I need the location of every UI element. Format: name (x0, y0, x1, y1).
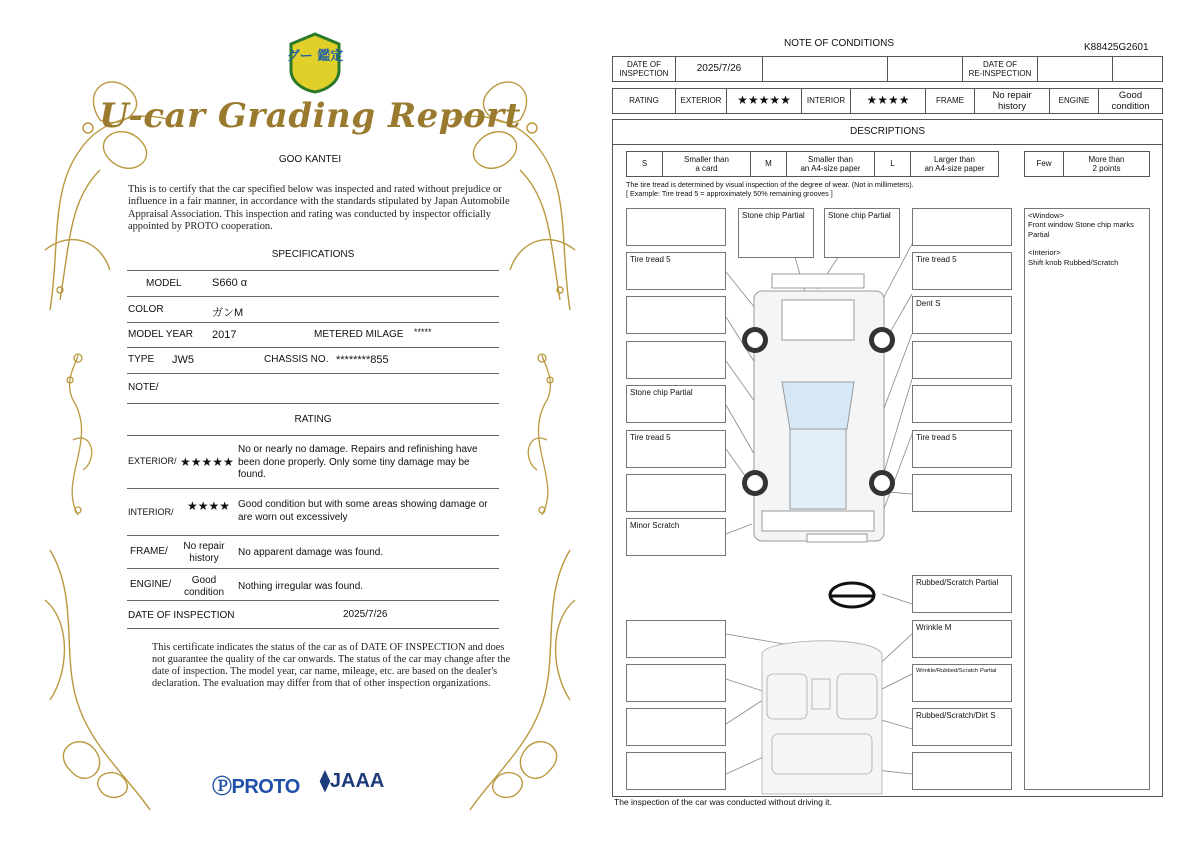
annotation-box (626, 296, 726, 334)
model-label: MODEL (146, 278, 182, 289)
certificate-subtitle: GOO KANTEI (278, 154, 342, 165)
chassis-label: CHASSIS NO. (264, 354, 329, 365)
remarks-box (1024, 208, 1150, 790)
divider (127, 347, 499, 348)
certificate-footer: This certificate indicates the status of the car as of DATE OF INSPECTION and does not guarantee the quality of the car onwards. The status of the car may change after the date of inspection. The model year, car name, mileage, etc. are based on the dealer's declaration. The evaluation may differ from that of other inspection organizations. (152, 642, 511, 690)
annotation-box: Tire tread 5 (912, 430, 1012, 468)
jaaa-mark-icon: ⧫ (320, 770, 330, 792)
frame-value (178, 541, 230, 564)
legend-l-desc-2: an A4-size paper (924, 164, 985, 173)
date-of-inspection-value: 2025/7/26 (675, 56, 763, 82)
engine-value-2: condition (1111, 101, 1150, 112)
annotation-box: Wrinkle M (912, 620, 1012, 658)
divider (127, 270, 499, 271)
frame-value-line2: history (189, 552, 219, 564)
annotation-box (912, 385, 1012, 423)
exterior-stars: ★★★★★ (726, 88, 802, 114)
doi-label-1: DATE OF (626, 59, 662, 69)
legend-s: S (626, 151, 663, 177)
annotation-box: Minor Scratch (626, 518, 726, 556)
engine-label: ENGINE/ (130, 579, 172, 590)
engine-value-line1: Good (191, 575, 217, 586)
legend-s-desc-1: Smaller than (684, 154, 729, 164)
legend-m: M (750, 151, 787, 177)
remarks-interior-text: Shift knob Rubbed/Scratch (1028, 257, 1119, 267)
remarks-interior-heading: <Interior> (1028, 248, 1061, 258)
tread-note-2: [ Example: Tire tread 5 = approximately 50% remaining grooves ] (626, 189, 833, 198)
model-year-label: MODEL YEAR (128, 329, 194, 340)
divider (127, 373, 499, 374)
car-interior-icon (762, 641, 882, 794)
annotation-box: Wrinkle/Rubbed/Scratch Partial (912, 664, 1012, 702)
annotation-box (912, 474, 1012, 512)
divider (127, 568, 499, 569)
date-of-inspection-value: 2025/7/26 (343, 609, 388, 620)
type-label: TYPE (128, 354, 155, 365)
proto-mark-icon: Ⓟ (212, 776, 232, 798)
exterior-stars: ★★★★★ (180, 455, 234, 469)
engine-label: ENGINE (1049, 88, 1099, 114)
divider (127, 488, 499, 489)
annotation-box (626, 620, 726, 658)
annotation-box (626, 664, 726, 702)
interior-stars: ★★★★ (850, 88, 926, 114)
annotation-box (912, 208, 1012, 246)
interior-description: Good condition but with some areas showing damage or are worn out excessively (238, 499, 488, 523)
metered-milage-label: METERED MILAGE (314, 329, 404, 340)
annotation-box: Dent S (912, 296, 1012, 334)
exterior-description (238, 444, 494, 482)
sheet-code: K88425G2601 (1084, 42, 1149, 53)
rating-label: RATING (612, 88, 676, 114)
reinspection-label-2: RE-INSPECTION (968, 69, 1032, 78)
divider (127, 628, 499, 629)
frame-value-1: No repair (992, 90, 1032, 101)
descriptions-heading: DESCRIPTIONS (612, 119, 1163, 145)
color-label: COLOR (128, 304, 164, 315)
legend-few-desc-2: 2 points (1092, 164, 1121, 173)
legend-few-desc-1: More than (1088, 154, 1125, 164)
frame-description: No apparent damage was found. (238, 547, 384, 558)
divider (127, 296, 499, 297)
interior-label: INTERIOR (801, 88, 851, 114)
proto-logo-text: PROTO (231, 776, 300, 798)
engine-description: Nothing irregular was found. (238, 581, 364, 592)
annotation-box (912, 752, 1012, 790)
divider (127, 535, 499, 536)
jaaa-logo-text: JAAA (329, 770, 385, 792)
note-label: NOTE/ (128, 382, 159, 393)
chassis-value: ********855 (336, 354, 389, 366)
goo-kantei-badge-icon (287, 32, 343, 94)
frame-label: FRAME (925, 88, 975, 114)
annotation-box: Stone chip Partial (738, 208, 814, 258)
engine-value-1: Good (1118, 90, 1143, 101)
legend-l: L (874, 151, 911, 177)
legend-s-desc-2: a card (695, 164, 718, 173)
engine-value (178, 575, 230, 598)
exterior-desc-text: No or nearly no damage. Repairs and refinishing have been done properly. Only some tiny damage may be found. (238, 444, 478, 480)
date-of-inspection-label: DATE OF INSPECTION (128, 610, 235, 621)
legend-m-desc-2: an A4-size paper (800, 164, 861, 173)
frame-label: FRAME/ (130, 546, 168, 557)
annotation-box: Rubbed/Scratch/Dirt S (912, 708, 1012, 746)
annotation-box: Stone chip Partial (824, 208, 900, 258)
car-top-view-icon (754, 274, 884, 542)
annotation-box: Tire tread 5 (626, 252, 726, 290)
divider (127, 600, 499, 601)
proto-logo (212, 770, 300, 799)
remarks-window-heading: <Window> (1028, 211, 1064, 220)
steering-wheel-icon (830, 583, 874, 607)
badge-text: グー 鑑定 (287, 49, 343, 64)
annotation-box: Rubbed/Scratch Partial (912, 575, 1012, 613)
metered-milage-value: ***** (414, 327, 432, 337)
note-of-conditions-sheet (612, 34, 1164, 814)
frame-value-line1: No repair (183, 541, 225, 552)
ornament-mid-left-icon (48, 350, 108, 520)
reinspection-label-1: DATE OF (982, 59, 1018, 69)
certificate-title: U-car Grading Report (99, 96, 521, 136)
grading-certificate (40, 30, 580, 820)
certificate-intro: This is to certify that the car specified below was inspected and rated without prejudice or influence in a fair manner, in accordance with the standards stipulated by Japan Automobile Appraisal Association. This inspection and rating was conducted by inspector officially appointed by PROTO cooperation. (128, 184, 510, 233)
tread-note-1: The tire tread is determined by visual inspection of the degree of wear. (Not in millimeters). (626, 180, 914, 189)
annotation-box (626, 208, 726, 246)
doi-label-2: INSPECTION (619, 69, 669, 78)
engine-value-line2: condition (183, 586, 225, 598)
annotation-box: Tire tread 5 (626, 430, 726, 468)
annotation-box: Stone chip Partial (626, 385, 726, 423)
exterior-label: EXTERIOR/ (128, 456, 177, 466)
annotation-box (626, 474, 726, 512)
model-value: S660 α (212, 277, 248, 289)
color-value: ガンM (212, 307, 244, 319)
divider (127, 322, 499, 323)
interior-stars: ★★★★ (187, 499, 231, 513)
interior-label: INTERIOR/ (128, 507, 174, 517)
exterior-label: EXTERIOR (675, 88, 727, 114)
sheet-footer-note: The inspection of the car was conducted without driving it. (614, 797, 832, 807)
rating-heading: RATING (294, 414, 332, 425)
divider (127, 403, 499, 404)
annotation-box (912, 341, 1012, 379)
type-value: JW5 (172, 354, 194, 366)
specifications-heading: SPECIFICATIONS (271, 249, 355, 260)
annotation-box: Tire tread 5 (912, 252, 1012, 290)
sheet-title: NOTE OF CONDITIONS (784, 38, 894, 49)
annotation-box (626, 341, 726, 379)
model-year-value: 2017 (212, 329, 237, 341)
annotation-box (626, 708, 726, 746)
annotation-box (626, 752, 726, 790)
remarks-window-text: Front window Stone chip marks Partial (1028, 220, 1134, 239)
legend-m-desc-1: Smaller than (808, 154, 853, 164)
jaaa-logo (320, 768, 384, 793)
legend-l-desc-1: Larger than (934, 154, 975, 164)
divider (127, 435, 499, 436)
legend-few: Few (1024, 151, 1064, 177)
frame-value-2: history (998, 101, 1026, 112)
ornament-mid-right-icon (512, 350, 572, 520)
